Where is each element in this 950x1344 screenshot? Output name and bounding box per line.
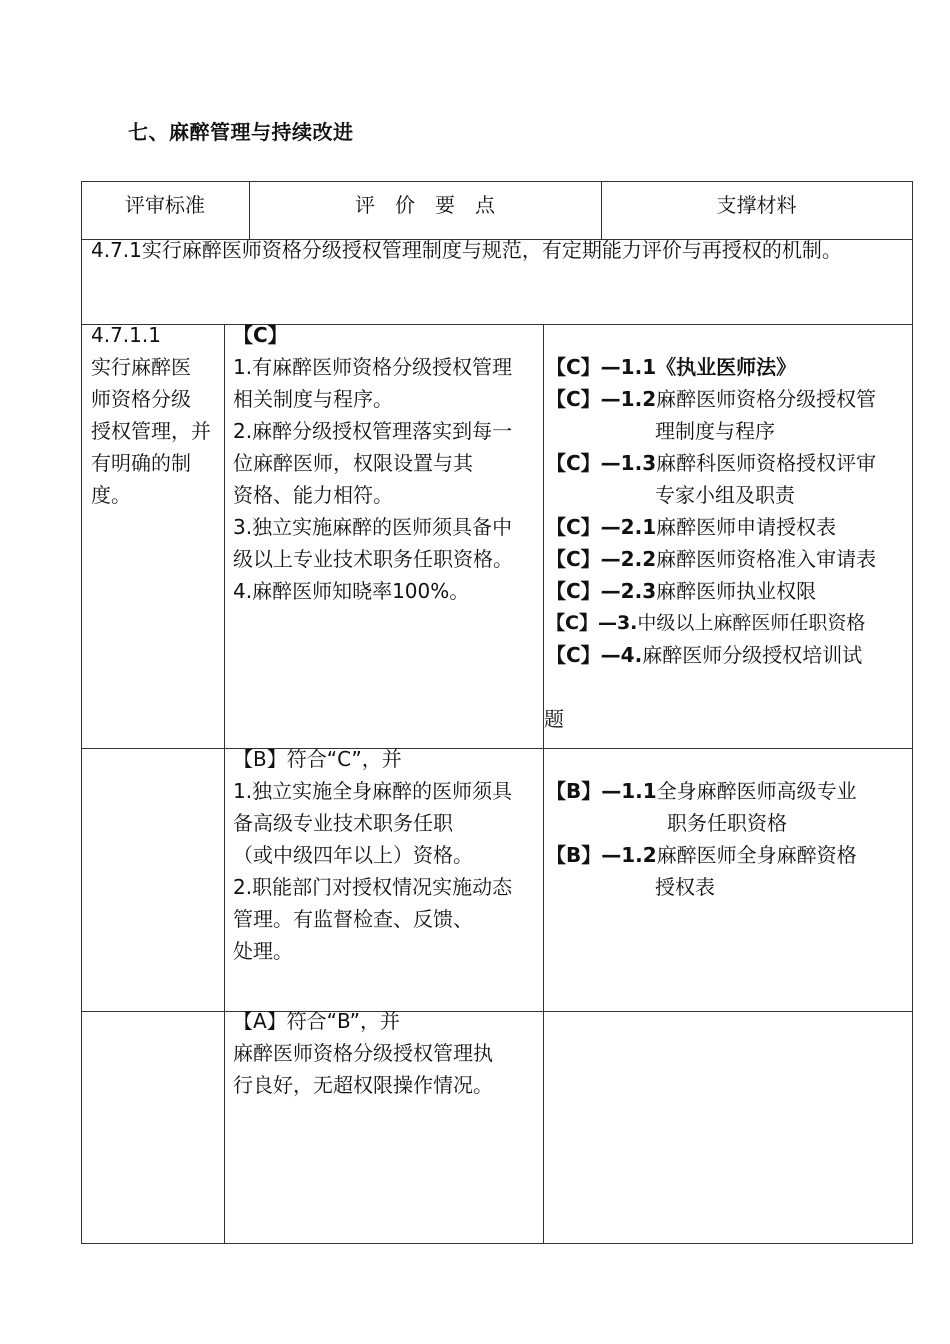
level-a-point: 行良好，无超权限操作情况。 [233,1073,493,1097]
material-c-2-2: 【C】—2.2麻醉医师资格准入审请表 [546,547,877,571]
level-b-points [233,743,512,967]
item-code: 4.7.1.1 [91,323,161,347]
level-b-point: 管理。有监督检查、反馈、 [233,907,473,931]
table-border-right [912,181,913,1244]
level-b-point: 2.职能部门对授权情况实施动态 [233,875,513,899]
level-c-point: 位麻醉医师，权限设置与其 [233,451,473,475]
level-c-points [233,319,513,607]
item-description-line: 实行麻醉医 [91,355,191,379]
level-c-point: 资格、能力相符。 [233,483,393,507]
level-c-point: 相关制度与程序。 [233,387,393,411]
level-c-point: 2.麻醉分级授权管理落实到每一 [233,419,513,443]
item-description-line: 有明确的制 [91,451,191,475]
standard-text: 4.7.1实行麻醉医师资格分级授权管理制度与规范，有定期能力评价与再授权的机制。 [91,238,842,262]
material-b-1-2: 【B】—1.2麻醉医师全身麻醉资格 [546,843,857,867]
header-criteria: 评审标准 [125,193,205,217]
level-b-point: 备高级专业技术职务任职 [233,811,453,835]
material-b-1-1: 【B】—1.1全身麻醉医师高级专业 [546,779,857,803]
level-c-label: 【C】 [233,323,288,347]
table-border-left [81,181,82,1244]
level-a-points [233,1005,493,1101]
level-b-point: 处理。 [233,939,293,963]
item-description-line: 师资格分级 [91,387,191,411]
level-c-point: 3.独立实施麻醉的医师须具备中 [233,515,513,539]
level-b-point: 1.独立实施全身麻醉的医师须具 [233,779,513,803]
material-c-4: 【C】—4.麻醉医师分级授权培训试 [546,643,863,667]
level-b-point: （或中级四年以上）资格。 [233,843,473,867]
level-c-point: 1.有麻醉医师资格分级授权管理 [233,355,513,379]
row-divider-b [81,1011,913,1012]
material-b-1-2-cont: 授权表 [655,875,715,899]
page-title: 七、麻醉管理与持续改进 [128,120,354,144]
material-c-1-1: 【C】—1.1《执业医师法》 [546,355,797,379]
level-b-label: 【B】符合“C”，并 [233,747,402,771]
body-col-divider-2 [543,324,544,1243]
material-c-1-3: 【C】—1.3麻醉科医师资格授权评审 [546,451,877,475]
material-c-1-2: 【C】—1.2麻醉医师资格分级授权管 [546,387,877,411]
header-evaluation-points: 评 价 要 点 [355,193,495,217]
level-a-label: 【A】符合“B”，并 [233,1009,401,1033]
header-supporting-materials: 支撑材料 [716,193,797,217]
level-c-point: 级以上专业技术职务任职资格。 [233,547,513,571]
item-description [91,351,225,511]
table-border-top [81,181,913,182]
material-c-2-1: 【C】—2.1麻醉医师申请授权表 [546,515,837,539]
item-description-line: 授权管理，并 [91,419,211,443]
material-c-2-3: 【C】—2.3麻醉医师执业权限 [546,579,817,603]
table-border-bottom [81,1243,913,1244]
material-c-4-tail: 题 [544,707,564,731]
material-c-3: 【C】—3.中级以上麻醉医师任职资格 [546,612,866,634]
item-description-line: 度。 [91,483,131,507]
level-a-point: 麻醉医师资格分级授权管理执 [233,1041,493,1065]
material-c-1-3-cont: 专家小组及职责 [655,483,795,507]
material-c-1-2-cont: 理制度与程序 [655,419,775,443]
level-c-point: 4.麻醉医师知晓率100%。 [233,579,470,603]
material-b-1-1-cont: 职务任职资格 [667,811,787,835]
